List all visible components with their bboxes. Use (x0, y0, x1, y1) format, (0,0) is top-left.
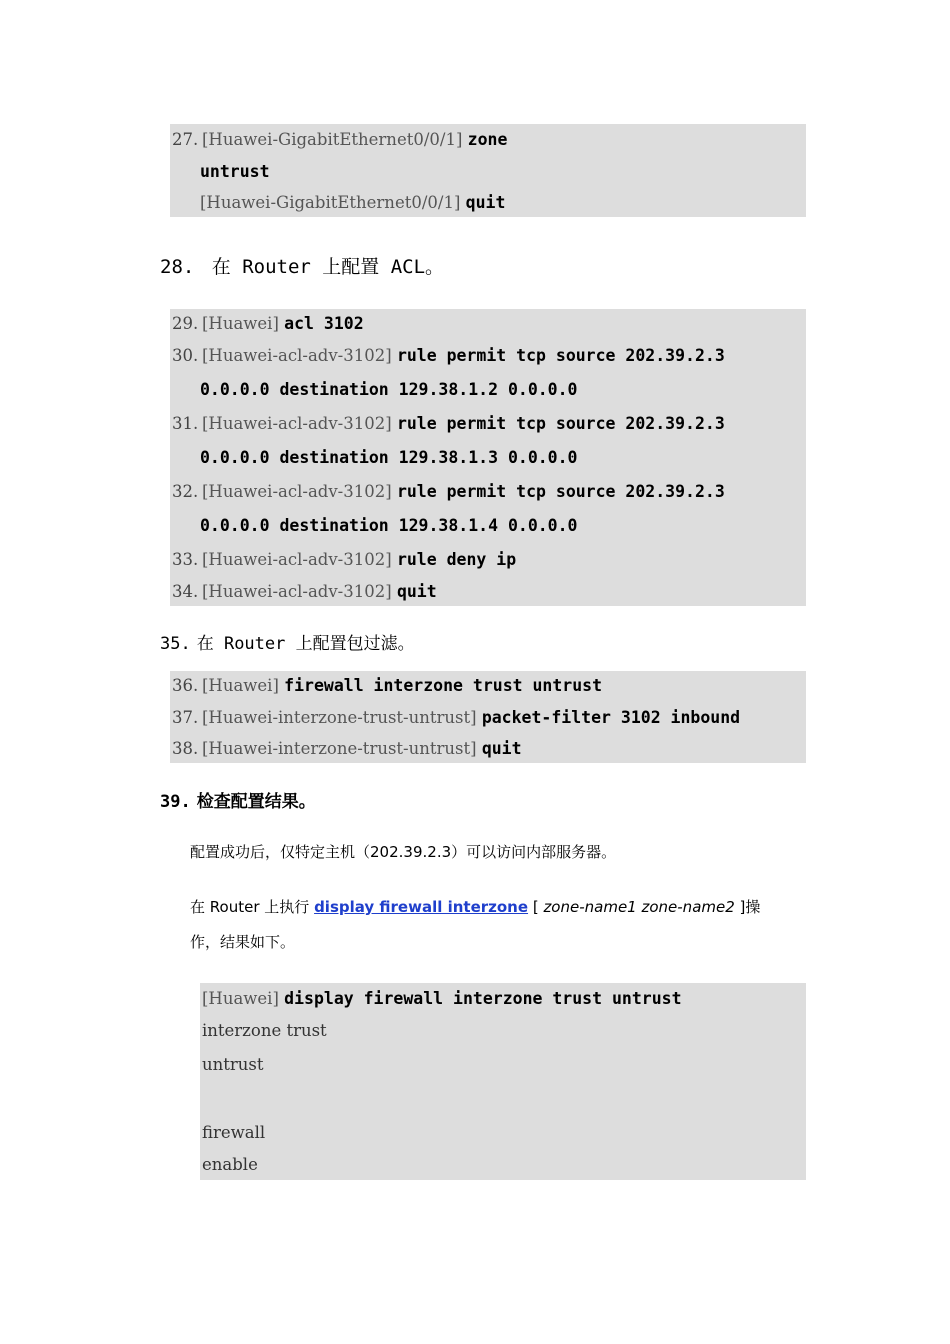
line-number: 31. (172, 414, 199, 433)
line-number: 30. (172, 346, 199, 365)
router-name: Router (205, 898, 265, 916)
command: untrust (200, 162, 270, 181)
code-line-31 (170, 407, 806, 441)
section-heading-28 (160, 252, 444, 279)
command: rule permit tcp source 202.39.2.3 (396, 346, 725, 365)
command: rule deny ip (396, 550, 517, 569)
code-line-33 (170, 543, 806, 577)
command-args: zone-name1 zone-name2 (543, 898, 735, 916)
heading-number: 39. (160, 792, 191, 812)
prompt: [Huawei] (202, 314, 279, 333)
text: 配置成功后，仅特定主机（ (190, 843, 371, 861)
command: acl 3102 (284, 314, 364, 333)
command: quit (465, 193, 506, 212)
section-heading-39 (160, 787, 316, 812)
code-block-output (200, 983, 806, 1180)
code-block-acl (170, 309, 806, 606)
code-line-27 (170, 124, 806, 155)
command-link[interactable]: display firewall interzone (314, 898, 529, 916)
line-number: 34. (172, 582, 199, 601)
code-block-zone (170, 124, 806, 217)
command: zone (467, 130, 508, 149)
prompt: [Huawei-GigabitEthernet0/0/1] (200, 193, 461, 212)
heading-number: 28. (160, 256, 195, 278)
code-line-36 (170, 671, 806, 701)
output-line-command (200, 983, 806, 1014)
command-instruction-line2 (190, 925, 295, 959)
heading-text: 在 Router 上配置包过滤。 (196, 634, 415, 654)
line-number: 27. (172, 130, 199, 149)
command: display firewall interzone trust untrust (284, 989, 682, 1008)
prompt: [Huawei-GigabitEthernet0/0/1] (202, 130, 463, 149)
code-line-34 (170, 577, 806, 606)
output-line: enable (202, 1155, 258, 1174)
command: firewall interzone trust untrust (284, 676, 603, 695)
code-line-continuation (170, 373, 806, 407)
prompt: [Huawei] (202, 989, 279, 1008)
line-number: 32. (172, 482, 199, 501)
prompt: [Huawei-interzone-trust-untrust] (202, 739, 477, 758)
line-number: 36. (172, 676, 199, 695)
line-number: 33. (172, 550, 199, 569)
code-line-29 (170, 309, 806, 339)
prompt: [Huawei-acl-adv-3102] (202, 482, 392, 501)
prompt: [Huawei-acl-adv-3102] (202, 582, 392, 601)
code-line-continuation (170, 155, 806, 188)
text: ）可以访问内部服务器。 (451, 843, 617, 861)
args-close: ] (734, 898, 746, 916)
prompt: [Huawei-acl-adv-3102] (202, 414, 392, 433)
code-line-38 (170, 735, 806, 763)
result-description (190, 835, 616, 869)
args-open: [ (528, 898, 544, 916)
line-number: 29. (172, 314, 199, 333)
command: 0.0.0.0 destination 129.38.1.4 0.0.0.0 (200, 516, 578, 535)
line-number: 38. (172, 739, 199, 758)
command: 0.0.0.0 destination 129.38.1.3 0.0.0.0 (200, 448, 578, 467)
code-line-quit (170, 188, 806, 217)
command: quit (396, 582, 437, 601)
heading-text: 检查配置结果。 (196, 792, 316, 812)
text: 在 (190, 898, 206, 916)
prompt: [Huawei] (202, 676, 279, 695)
output-line: untrust (202, 1055, 264, 1074)
command-instruction (190, 890, 760, 924)
code-line-30 (170, 339, 806, 373)
section-heading-35 (160, 629, 415, 654)
host-ip: 202.39.2.3 (370, 843, 452, 861)
code-line-continuation (170, 509, 806, 543)
output-line-blank (200, 1082, 806, 1116)
command: packet-filter 3102 inbound (481, 708, 741, 727)
prompt: [Huawei-acl-adv-3102] (202, 550, 392, 569)
prompt: [Huawei-interzone-trust-untrust] (202, 708, 477, 727)
code-line-32 (170, 475, 806, 509)
line-number: 37. (172, 708, 199, 727)
heading-text: 在 Router 上配置 ACL。 (211, 256, 445, 278)
code-line-37 (170, 701, 806, 735)
command: rule permit tcp source 202.39.2.3 (396, 482, 725, 501)
prompt: [Huawei-acl-adv-3102] (202, 346, 392, 365)
command: rule permit tcp source 202.39.2.3 (396, 414, 725, 433)
text: 作，结果如下。 (190, 933, 296, 951)
output-line: interzone trust (202, 1021, 327, 1040)
text: 上执行 (264, 898, 310, 916)
text: 操 (745, 898, 761, 916)
heading-number: 35. (160, 634, 191, 654)
code-line-continuation (170, 441, 806, 475)
command: 0.0.0.0 destination 129.38.1.2 0.0.0.0 (200, 380, 578, 399)
code-block-packet-filter (170, 671, 806, 763)
output-line: firewall (202, 1123, 266, 1142)
command: quit (481, 739, 522, 758)
